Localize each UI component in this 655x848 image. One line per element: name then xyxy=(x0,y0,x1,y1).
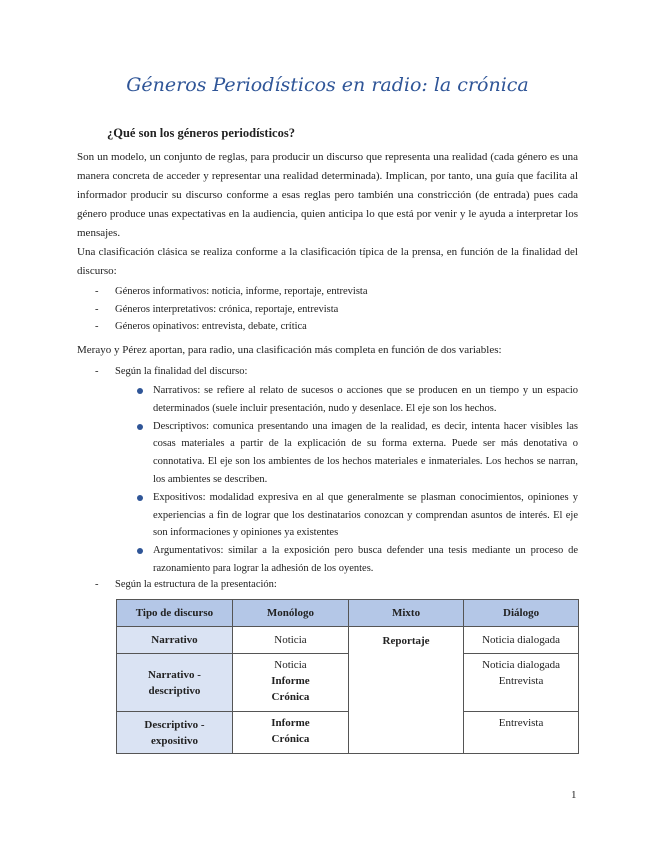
table-cell xyxy=(232,627,348,654)
cell-text: Informe xyxy=(271,675,310,687)
paragraph-merayo: Merayo y Pérez aportan, para radio, una clasificación más completa en función de dos variables: xyxy=(77,344,502,356)
paragraph-classification: Una clasificación clásica se realiza conforme a la clasificación típica de la prensa, en función de la finalidad del discurso: xyxy=(77,246,578,277)
section-heading: ¿Qué son los géneros periodísticos? xyxy=(107,126,295,140)
cell-text: Informe xyxy=(271,717,310,729)
row-header: Narrativo - descriptivo xyxy=(117,654,233,712)
cell-text: Entrevista xyxy=(498,675,544,687)
table-row xyxy=(117,712,579,754)
cell-text: Noticia dialogada xyxy=(482,634,560,646)
variable-list-estructura xyxy=(77,576,578,594)
table-row xyxy=(117,654,579,712)
list-item: - Géneros interpretativos: crónica, reportaje, entrevista xyxy=(77,301,578,319)
row-header: Descriptivo - expositivo xyxy=(117,712,233,754)
variable-list-finalidad xyxy=(77,363,578,381)
column-header: Diálogo xyxy=(464,600,579,627)
table-header-row xyxy=(117,600,579,627)
discourse-table xyxy=(116,599,579,754)
cell-text: Noticia dialogada xyxy=(482,659,560,671)
paragraph-definition: Son un modelo, un conjunto de reglas, para producir un discurso que representa una realidad (cada género es una manera concreta de acceder y representar una realidad determinada). Implican, por tanto, una guía que facilita al informador producir su discurso conforme a esas reglas pero también una constricción (de entrada) pues cada género produce unas expectativas en la audiencia, quien anticipa lo que está por venir y le ayuda a interpretar los mensajes. xyxy=(77,151,578,239)
bullet-expositivos: Expositivos: modalidad expresiva en al que generalmente se plasman conocimientos, opiniones y experiencias a fin de lograr que los destinatarios conozcan y comprendan asuntos de interés. El eje son informaciones y opiniones ya existentes xyxy=(153,489,578,542)
table-cell xyxy=(464,712,579,754)
column-header: Mixto xyxy=(348,600,463,627)
page-number: 1 xyxy=(571,789,577,801)
list-item: - Según la estructura de la presentación: xyxy=(77,576,578,594)
bullet-descriptivos: Descriptivos: comunica presentando una imagen de la realidad, es decir, intenta hacer visibles las cosas materiales a partir de la explicación de su forma externa. Puede ser más denotativa o connotativa. El eje son los ambientes de los hechos materiales e inmateriales. Los hechos se narran, los ambientes se describen. xyxy=(153,418,578,489)
cell-text: Entrevista xyxy=(498,717,544,729)
column-header: Monólogo xyxy=(232,600,348,627)
list-item: - Según la finalidad del discurso: xyxy=(77,363,578,381)
cell-text: Crónica xyxy=(271,733,310,745)
genres-list xyxy=(77,283,578,336)
table-cell xyxy=(232,712,348,754)
table-cell xyxy=(464,654,579,712)
cell-text: Crónica xyxy=(271,691,310,703)
cell-text: Noticia xyxy=(274,659,307,671)
list-item: - Géneros informativos: noticia, informe, reportaje, entrevista xyxy=(77,283,578,301)
discourse-types-list xyxy=(153,382,578,578)
row-header: Narrativo xyxy=(117,627,233,654)
bullet-narrativos: Narrativos: se refiere al relato de sucesos o acciones que se producen en un tiempo y un espacio determinados (suele incluir presentación, nudo y desenlace. El eje son los hechos. xyxy=(153,382,578,418)
column-header: Tipo de discurso xyxy=(117,600,233,627)
document-title: Géneros Periodísticos en radio: la crónica xyxy=(126,74,529,96)
table-cell xyxy=(232,654,348,712)
table-row xyxy=(117,627,579,654)
list-item: - Géneros opinativos: entrevista, debate, crítica xyxy=(77,318,578,336)
table-cell: Reportaje xyxy=(348,627,463,754)
table-cell xyxy=(464,627,579,654)
bullet-argumentativos: Argumentativos: similar a la exposición pero busca defender una tesis mediante un proceso de razonamiento para lograr la adhesión de los oyentes. xyxy=(153,542,578,578)
cell-text: Noticia xyxy=(274,634,307,646)
